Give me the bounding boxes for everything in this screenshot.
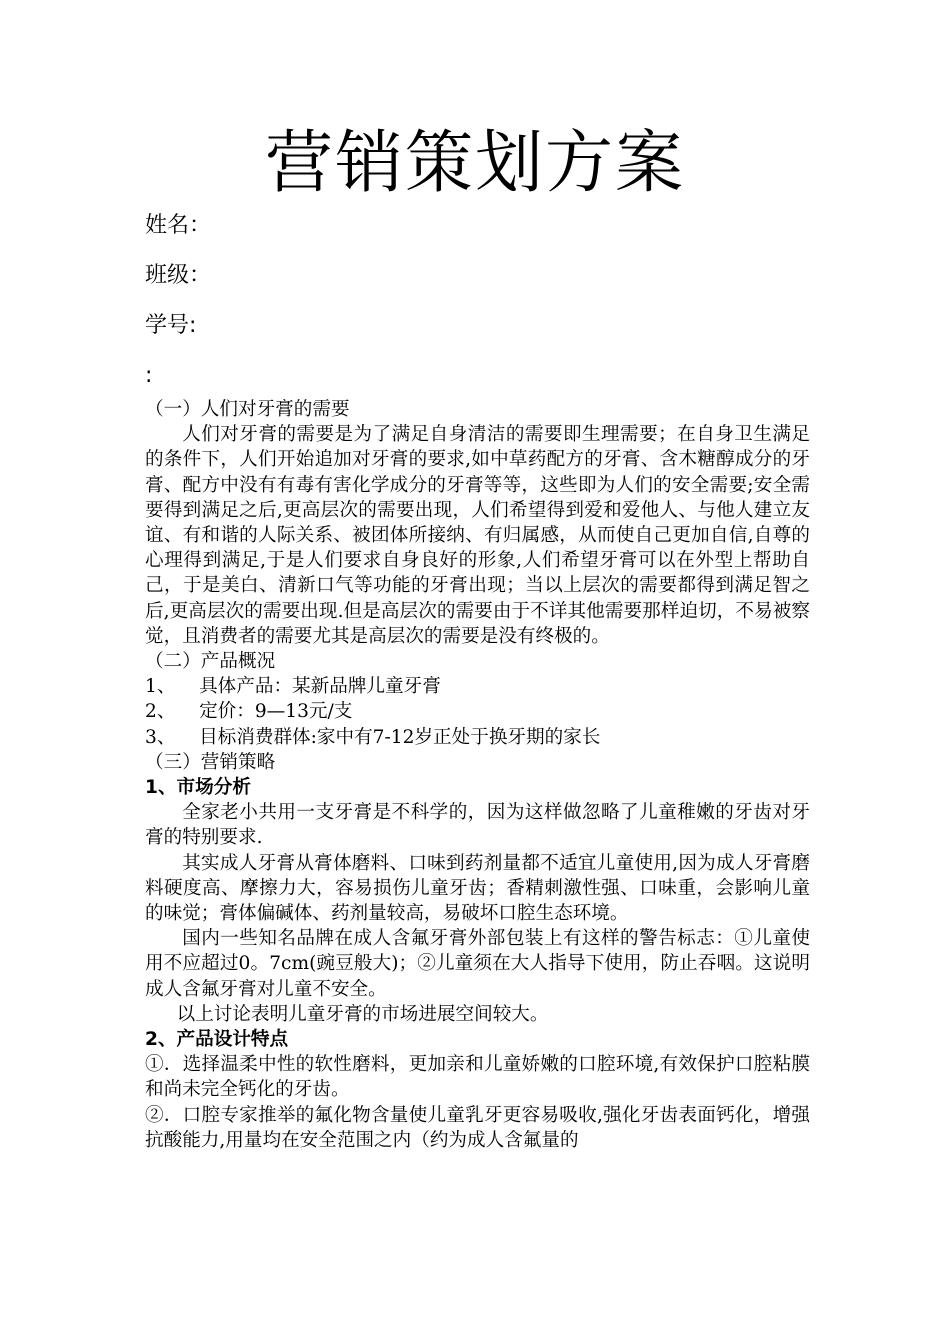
market-paragraph: 国内一些知名品牌在成人含氟牙膏外部包装上有这样的警告标志：①儿童使用不应超过0。7cm(豌豆般大)；②儿童须在大人指导下使用，防止吞咽。这说明成人含氟牙膏对儿童不安全。 xyxy=(145,928,810,1000)
document-title: 营销策划方案 xyxy=(264,124,685,203)
document-body xyxy=(145,397,810,1153)
market-paragraph: 全家老小共用一支牙膏是不科学的，因为这样做忽略了儿童稚嫩的牙齿对牙膏的特别要求. xyxy=(145,802,810,849)
subheading-product-design: 2、产品设计特点 xyxy=(145,1029,289,1051)
subheading-market-analysis: 1、市场分析 xyxy=(145,777,251,799)
design-paragraph: ①．选择温柔中性的软性磨料，更加亲和儿童娇嫩的口腔环境,有效保护口腔粘膜和尚未完全钙化的牙齿。 xyxy=(145,1054,810,1101)
class-field-label: 班级： xyxy=(145,263,212,288)
market-paragraph: 以上讨论表明儿童牙膏的市场进展空间较大。 xyxy=(176,1003,549,1025)
blank-field-label: : xyxy=(145,363,153,388)
section-heading-strategy: （三）营销策略 xyxy=(145,751,276,773)
name-field-label: 姓名： xyxy=(145,213,212,238)
market-paragraph: 其实成人牙膏从膏体磨料、口味到药剂量都不适宜儿童使用,因为成人牙膏磨料硬度高、摩擦力大，容易损伤儿童牙齿；香精刺激性强、口味重，会影响儿童的味觉；膏体偏碱体、药剂量较高，易破坏口腔生态环境。 xyxy=(145,852,810,925)
design-paragraph: ②．口腔专家推举的氟化物含量使儿童乳牙更容易吸收,强化牙齿表面钙化，增强抗酸能力,用量均在安全范围之内（约为成人含氟量的 xyxy=(145,1104,810,1151)
student-id-field-label: 学号: xyxy=(145,313,197,338)
product-item: 3、 目标消费群体:家中有7-12岁正处于换牙期的家长 xyxy=(145,726,601,748)
section-heading-product: （二）产品概况 xyxy=(145,651,276,673)
section-heading-needs: （一）人们对牙膏的需要 xyxy=(145,399,350,420)
product-item: 2、 定价：9—13元/支 xyxy=(145,701,353,723)
product-item: 1、 具体产品：某新品牌儿童牙膏 xyxy=(145,676,441,698)
needs-paragraph: 人们对牙膏的需要是为了满足自身清洁的需要即生理需要；在自身卫生满足的条件下，人们开始追加对牙膏的要求,如中草药配方的牙膏、含木糖醇成分的牙膏、配方中没有有毒有害化学成分的牙膏等等，这些即为人们的安全需要;安全需要得到满足之后,更高层次的需要出现，人们希望得到爱和爱他人、与他人建立友谊、有和谐的人际关系、被团体所接纳、有归属感，从而使自己更加自信,自尊的心理得到满足,于是人们要求自身良好的形象,人们希望牙膏可以在外型上帮助自己，于是美白、清新口气等功能的牙膏出现；当以上层次的需要都得到满足智之后,更高层次的需要出现.但是高层次的需要由于不详其他需要那样迫切，不易被察觉，且消费者的需要尤其是高层次的需要是没有终极的。 xyxy=(145,424,810,647)
